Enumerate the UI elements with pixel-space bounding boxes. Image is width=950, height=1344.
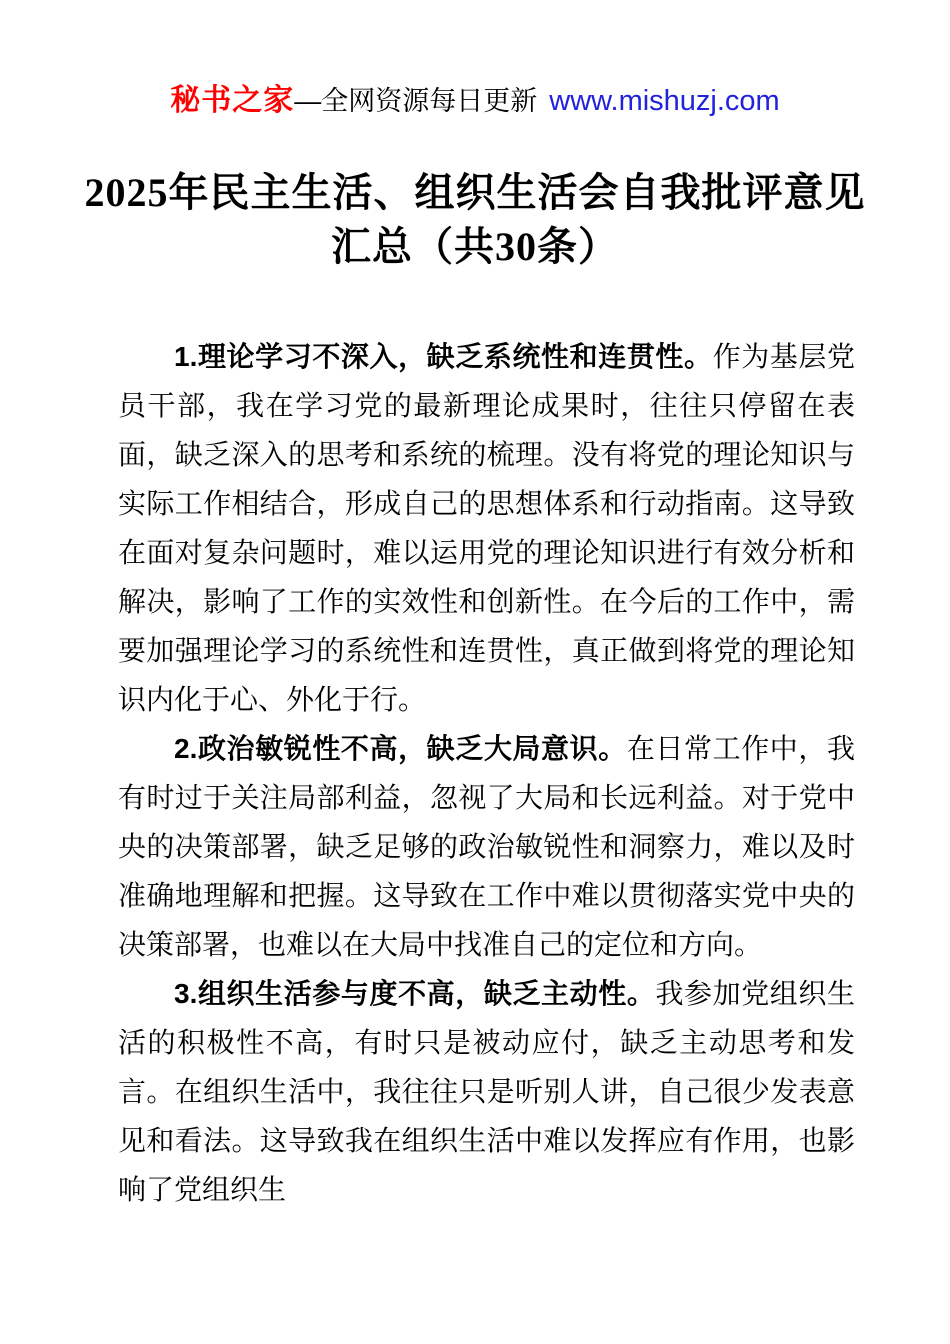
paragraph-3-text: 我参加党组织生活的积极性不高，有时只是被动应付，缺乏主动思考和发言。在组织生活中，我往往只是听别人讲，自己很少发表意见和看法。这导致我在组织生活中难以发挥应有作用，也影响了党组织生 xyxy=(118,978,855,1205)
site-name-separator: — xyxy=(294,86,322,116)
site-url-link[interactable]: www.mishuzj.com xyxy=(549,85,780,117)
document-title-line2: 汇总（共30条） xyxy=(331,224,619,269)
site-name: 秘书之家 xyxy=(170,84,295,117)
paragraph-2-text: 在日常工作中，我有时过于关注局部利益，忽视了大局和长远利益。对于党中央的决策部署，缺乏足够的政治敏锐性和洞察力，难以及时准确地理解和把握。这导致在工作中难以贯彻落实党中央的决策部署，也难以在大局中找准自己的定位和方向。 xyxy=(118,733,855,960)
paragraph-1 xyxy=(118,332,855,724)
document-title-line1: 2025年民主生活、组织生活会自我批评意见 xyxy=(84,170,866,215)
paragraph-2 xyxy=(118,724,855,969)
paragraph-1-lead: 1.理论学习不深入，缺乏系统性和连贯性。 xyxy=(174,341,713,372)
document-title xyxy=(60,166,890,274)
paragraph-3-lead: 3.组织生活参与度不高，缺乏主动性。 xyxy=(174,978,656,1009)
paragraph-2-lead: 2.政治敏锐性不高，缺乏大局意识。 xyxy=(174,733,627,764)
site-tagline: 全网资源每日更新 xyxy=(321,86,538,116)
paragraph-3 xyxy=(118,969,855,1214)
site-header xyxy=(0,0,950,118)
paragraph-1-text: 作为基层党员干部，我在学习党的最新理论成果时，往往只停留在表面，缺乏深入的思考和系统的梳理。没有将党的理论知识与实际工作相结合，形成自己的思想体系和行动指南。这导致在面对复杂问题时，难以运用党的理论知识进行有效分析和解决，影响了工作的实效性和创新性。在今后的工作中，需要加强理论学习的系统性和连贯性，真正做到将党的理论知识内化于心、外化于行。 xyxy=(118,341,855,715)
document-body xyxy=(0,332,950,1214)
